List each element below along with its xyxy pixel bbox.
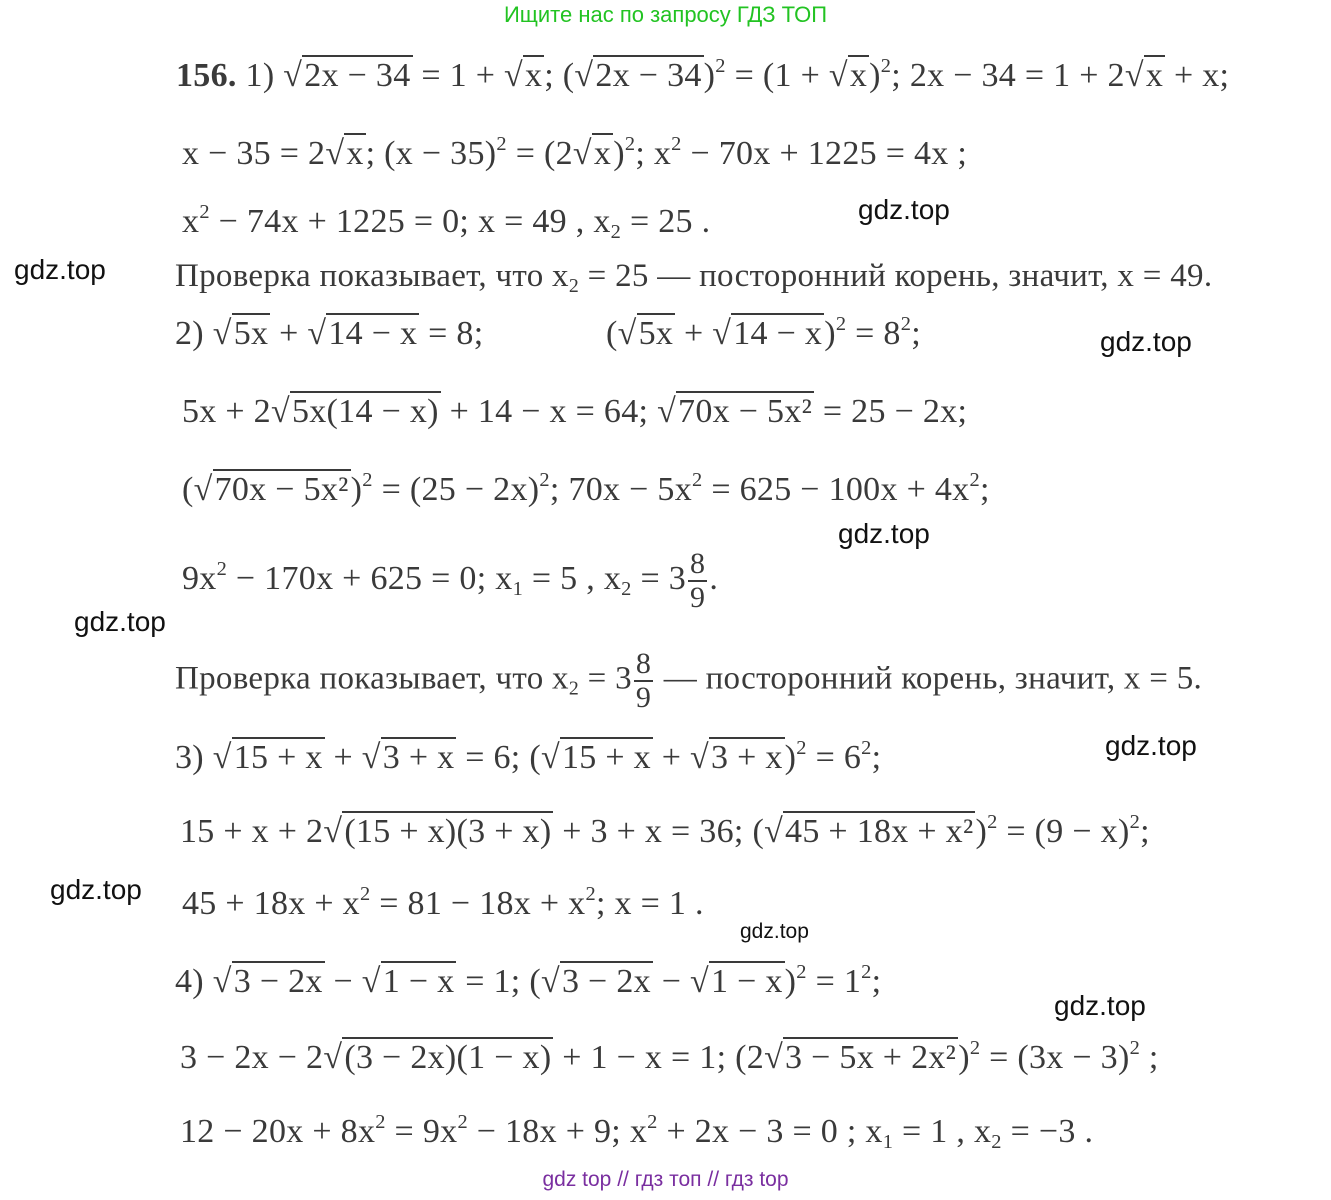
sqrt: √5x(14 − x) [270, 393, 439, 430]
equation-line: $12 - 20x + 8x^2 = 9x^2 - 18x + 9$; $x^2 + 2x - 3 = 0$ ; $x_1 = 1$ , $x_2 = -3$ . [180, 1111, 1094, 1153]
equation-line: $(√70x - 5x^2)^2 = (25 - 2x)^2$; $70x - 5x^2 = 625 - 100x + 4x^2$; [182, 469, 990, 508]
watermark: gdz.top [740, 920, 809, 943]
sqrt: √(3 − 2x)(1 − x) [323, 1039, 552, 1076]
equation-line: 156. 1) √2x − 34 = 1 + √x; $(√2x - 34)^2 = (1 + √x)^2$; 2x − 34 = 1 + 2√x + x; [176, 55, 1230, 94]
sqrt: √14 − x [712, 315, 823, 352]
sqrt: √15 + x [212, 739, 323, 776]
watermark: gdz.top [838, 518, 930, 549]
task-number: 156. [176, 57, 237, 94]
sqrt: √70x − 5x² [657, 393, 813, 430]
watermark: gdz.top [1054, 990, 1146, 1021]
sqrt: √3 − 2x [540, 963, 651, 1000]
sqrt: √2x − 34 [574, 57, 702, 94]
sqrt: √3 + x [690, 739, 783, 776]
sqrt: √x [828, 57, 868, 94]
check-statement: Проверка показывает, что $x_2 = 3$ $\frac{8}{9}$ — посторонний корень, значит, x = 5. [175, 647, 1203, 714]
sqrt: √x [503, 57, 543, 94]
watermark: gdz.top [74, 606, 166, 637]
sqrt: √1 − x [690, 963, 783, 1000]
sqrt: √3 − 5x + 2x² [764, 1039, 957, 1076]
part-label: 3) [175, 739, 204, 776]
sqrt: √3 + x [361, 739, 455, 776]
sqrt: √2x − 34 [283, 57, 411, 94]
equation-line: 3) √15 + x + √3 + x = 6; $(√15 + x + √3 + x)^2 = 6^2$; [175, 737, 882, 776]
equation-line: 4) √3 − 2x − √1 − x = 1; $(√3 - 2x - √1 - x)^2 = 1^2$; [175, 961, 882, 1000]
watermark: gdz.top [14, 254, 106, 285]
sqrt: √x [572, 135, 612, 172]
watermark: gdz.top [858, 194, 950, 225]
equation-line: 2) √5x + √14 − x = 8; [175, 315, 484, 352]
fraction: $\frac{8}{9}$ [635, 647, 652, 714]
search-hint-banner: Ищите нас по запросу ГДЗ ТОП [503, 2, 828, 27]
equation-line: $45 + 18x + x^2 = 81 - 18x + x^2$; x = 1 . [182, 883, 704, 922]
sqrt: √1 − x [361, 963, 455, 1000]
watermark: gdz.top [1105, 730, 1197, 761]
watermark: gdz.top [50, 874, 142, 905]
part-label: 4) [175, 963, 204, 1000]
equation-line: $x^2 - 74x + 1225 = 0$; x = 49 , $x_2 = 25$ . [182, 201, 711, 243]
sqrt: √45 + 18x + x² [764, 813, 974, 850]
sqrt: √15 + x [540, 739, 651, 776]
part-label: 1) [245, 57, 275, 94]
equation-line: 15 + x + 2√(15 + x)(3 + x) + 3 + x = 36; $(√45 + 18x + x^2)^2 = (9 - x)^2$; [180, 811, 1150, 850]
sqrt: √3 − 2x [212, 963, 323, 1000]
fraction: $\frac{8}{9}$ [690, 547, 706, 614]
sqrt: √x [325, 135, 364, 172]
sqrt: √5x [212, 315, 269, 352]
part-label: 2) [175, 315, 204, 352]
equation-line: x − 35 = 2√x; $(x - 35)^2 = (2√x)^2$; $x^2 - 70x + 1225 = 4x$ ; [182, 133, 968, 172]
equation-line: $(√5x + √14 - x)^2 = 8^2$; [606, 313, 921, 352]
sqrt: √(15 + x)(3 + x) [323, 813, 552, 850]
equation-line: 3 − 2x − 2√(3 − 2x)(1 − x) + 1 − x = 1; $(2√3 - 5x + 2x^2)^2 = (3x - 3)^2$ ; [180, 1037, 1159, 1076]
sqrt: √5x [617, 315, 674, 352]
equation-line: $9x^2 - 170x + 625 = 0$; $x_1 = 5$ , $x_2 = 3$ $\frac{8}{9}$ . [182, 547, 719, 614]
watermark: gdz.top [1100, 326, 1192, 357]
sqrt: √x [1124, 57, 1164, 94]
check-statement: Проверка показывает, что $x_2 = 25$ — посторонний корень, значит, x = 49. [175, 258, 1213, 297]
equation-line: 5x + 2√5x(14 − x) + 14 − x = 64; √70x − 5x² = 25 − 2x; [182, 393, 968, 430]
footer-links[interactable]: gdz top // гдз топ // гдз top [542, 1168, 789, 1191]
sqrt: √70x − 5x² [193, 471, 349, 508]
sqrt: √14 − x [307, 315, 418, 352]
